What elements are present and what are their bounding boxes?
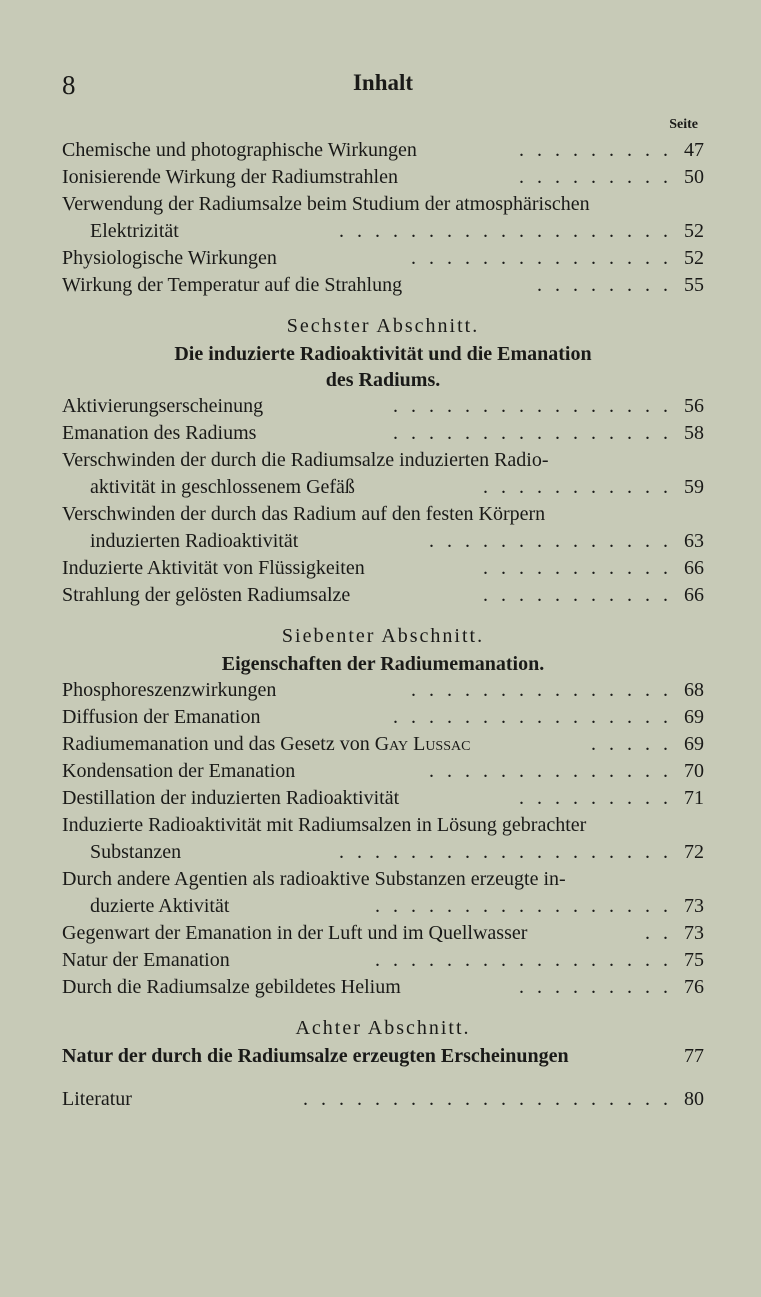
- toc-page-number: 47: [684, 139, 704, 161]
- toc-page-number: 56: [684, 395, 704, 417]
- toc-entry-title: Substanzen: [90, 841, 182, 863]
- toc-leader-dots: . . . . . . . . . . . . . . .: [411, 247, 672, 269]
- toc-entry-continuation: [62, 474, 704, 501]
- toc-entry-title: Durch die Radiumsalze gebildetes Helium: [62, 976, 401, 998]
- toc-entry: [62, 420, 704, 447]
- toc-page-number: 69: [684, 733, 704, 755]
- page-number: 8: [62, 70, 76, 100]
- toc-entry: [62, 920, 704, 947]
- toc-page-number: 68: [684, 679, 704, 701]
- toc-entry: [62, 447, 704, 474]
- toc-entry-title: Ionisierende Wirkung der Radiumstrahlen: [62, 166, 398, 188]
- toc-entry-literatur: [62, 1086, 704, 1113]
- section-title: Eigenschaften der Radiumemanation.: [221, 653, 545, 675]
- toc-entry: [62, 245, 704, 272]
- toc-page-number: 59: [684, 476, 704, 498]
- toc-entry: [62, 137, 704, 164]
- toc-leader-dots: . . . . . . . . . . . . . . . . . . . . .: [303, 1088, 672, 1110]
- toc-page-number: 71: [684, 787, 704, 809]
- toc-entry: [62, 555, 704, 582]
- toc-leader-dots: . . . . . . . . . . .: [483, 476, 672, 498]
- toc-entry-title: Elektrizität: [90, 220, 179, 242]
- seite-label: Seite: [669, 117, 698, 132]
- page-header: [62, 70, 704, 104]
- toc-page-number: 72: [684, 841, 704, 863]
- toc-entry: [62, 974, 704, 1001]
- toc-entry-title: Wirkung der Temperatur auf die Strahlung: [62, 274, 403, 296]
- toc-leader-dots: . . . . . . . . .: [519, 139, 672, 161]
- toc-entry: [62, 947, 704, 974]
- section-title: Natur der durch die Radiumsalze erzeugten Erscheinungen: [62, 1045, 569, 1067]
- section-heading: Sechster Abschnitt.: [286, 315, 480, 337]
- toc-page-number: 66: [684, 557, 704, 579]
- toc-leader-dots: . . . . . . . . .: [519, 787, 672, 809]
- toc-page-number: 75: [684, 949, 704, 971]
- section-title: Die induzierte Radioaktivität und die Emanation: [174, 343, 592, 365]
- toc-entry: [62, 582, 704, 609]
- toc-entry-title: Physiologische Wirkungen: [62, 247, 277, 269]
- toc-entry-title: duzierte Aktivität: [90, 895, 230, 917]
- section-title-continuation: des Radiums.: [325, 369, 441, 391]
- toc-entry: [62, 501, 704, 528]
- toc-leader-dots: . . . . . . . . . . . . . . . . . . .: [339, 841, 672, 863]
- toc-entry-continuation: [62, 839, 704, 866]
- toc-page-number: 52: [684, 247, 704, 269]
- toc-leader-dots: . . . . .: [591, 733, 672, 755]
- toc-entry: [62, 785, 704, 812]
- toc-page-number: 70: [684, 760, 704, 782]
- toc-leader-dots: . . . . . . . . . . .: [483, 584, 672, 606]
- toc-leader-dots: . . . . . . . . .: [519, 166, 672, 188]
- toc-entry: [62, 677, 704, 704]
- toc-leader-dots: . . . . . . . . . . . . . . . . . . .: [339, 220, 672, 242]
- toc-entry-title: Verwendung der Radiumsalze beim Studium der atmosphärischen: [62, 193, 590, 215]
- toc-entry-title: Kondensation der Emanation: [62, 760, 296, 782]
- toc-page-number: 50: [684, 166, 704, 188]
- toc-page-number: 73: [684, 895, 704, 917]
- toc-entry-title: Literatur: [62, 1088, 132, 1110]
- toc-page-number: 55: [684, 274, 704, 296]
- toc-entry-continuation: [62, 528, 704, 555]
- toc-entry: [62, 164, 704, 191]
- section-heading: Achter Abschnitt.: [295, 1017, 471, 1039]
- toc-entry-title-text: Radiumemanation und das Gesetz von: [62, 733, 375, 755]
- toc-entry-title: Verschwinden der durch die Radiumsalze induzierten Radio-: [62, 449, 549, 471]
- toc-entry-title: Induzierte Aktivität von Flüssigkeiten: [62, 557, 365, 579]
- section-title-entry: [62, 1043, 704, 1070]
- toc-page-number: 76: [684, 976, 704, 998]
- toc-leader-dots: . . . . . . . .: [537, 274, 672, 296]
- toc-entry-title: Diffusion der Emanation: [62, 706, 261, 728]
- toc-entry-title: Destillation der induzierten Radioaktivität: [62, 787, 400, 809]
- toc-entry-title: Natur der Emanation: [62, 949, 230, 971]
- toc-entry-title: Phosphoreszenzwirkungen: [62, 679, 277, 701]
- toc-entry: [62, 731, 704, 758]
- toc-leader-dots: . . . . . . . . . . . . . . . .: [393, 395, 672, 417]
- toc-entry: [62, 758, 704, 785]
- toc-leader-dots: . . . . . . . . . . . . . . . .: [393, 422, 672, 444]
- toc-entry: [62, 191, 704, 218]
- toc-entry-title: Verschwinden der durch das Radium auf den festen Körpern: [62, 503, 546, 525]
- toc-entry-title: Gegenwart der Emanation in der Luft und im Quellwasser: [62, 922, 528, 944]
- page-title: Inhalt: [352, 70, 414, 95]
- toc-page-number: 77: [684, 1045, 704, 1067]
- toc-leader-dots: . . . . . . . . . . . . . . . . .: [375, 949, 672, 971]
- toc-page-number: 69: [684, 706, 704, 728]
- author-name: Gay Lussac: [374, 733, 471, 755]
- toc-entry-title: Aktivierungserscheinung: [62, 395, 264, 417]
- toc-entry: [62, 272, 704, 299]
- toc-page-number: 80: [684, 1088, 704, 1110]
- toc-leader-dots: . . . . . . . . . . .: [483, 557, 672, 579]
- toc-entry: [62, 866, 704, 893]
- toc-entry-title: Induzierte Radioaktivität mit Radiumsalzen in Lösung gebrachter: [62, 814, 587, 836]
- toc-entry-title: Strahlung der gelösten Radiumsalze: [62, 584, 351, 606]
- toc-leader-dots: . .: [645, 922, 672, 944]
- toc-leader-dots: . . . . . . . . . . . . . .: [429, 760, 672, 782]
- toc-entry-title: aktivität in geschlossenem Gefäß: [90, 476, 355, 498]
- toc-page-number: 73: [684, 922, 704, 944]
- toc-entry: [62, 393, 704, 420]
- toc-entry: [62, 704, 704, 731]
- toc-leader-dots: . . . . . . . . . . . . . . . .: [393, 706, 672, 728]
- toc-leader-dots: . . . . . . . . .: [519, 976, 672, 998]
- toc-entry: [62, 812, 704, 839]
- toc-entry-title: Emanation des Radiums: [62, 422, 257, 444]
- toc-leader-dots: . . . . . . . . . . . . . . . . .: [375, 895, 672, 917]
- toc-entry-title: [62, 731, 470, 758]
- toc-page-number: 58: [684, 422, 704, 444]
- table-of-contents: [62, 112, 704, 1113]
- toc-entry-continuation: [62, 893, 704, 920]
- spacer: [62, 1070, 704, 1086]
- section-heading: Siebenter Abschnitt.: [281, 625, 485, 647]
- toc-entry-title: Durch andere Agentien als radioaktive Substanzen erzeugte in-: [62, 868, 566, 890]
- toc-leader-dots: . . . . . . . . . . . . . . .: [411, 679, 672, 701]
- toc-page-number: 66: [684, 584, 704, 606]
- toc-page-number: 63: [684, 530, 704, 552]
- toc-page-number: 52: [684, 220, 704, 242]
- toc-entry-title: induzierten Radioaktivität: [90, 530, 299, 552]
- toc-entry-continuation: [62, 218, 704, 245]
- toc-entry-title: Chemische und photographische Wirkungen: [62, 139, 417, 161]
- toc-leader-dots: . . . . . . . . . . . . . .: [429, 530, 672, 552]
